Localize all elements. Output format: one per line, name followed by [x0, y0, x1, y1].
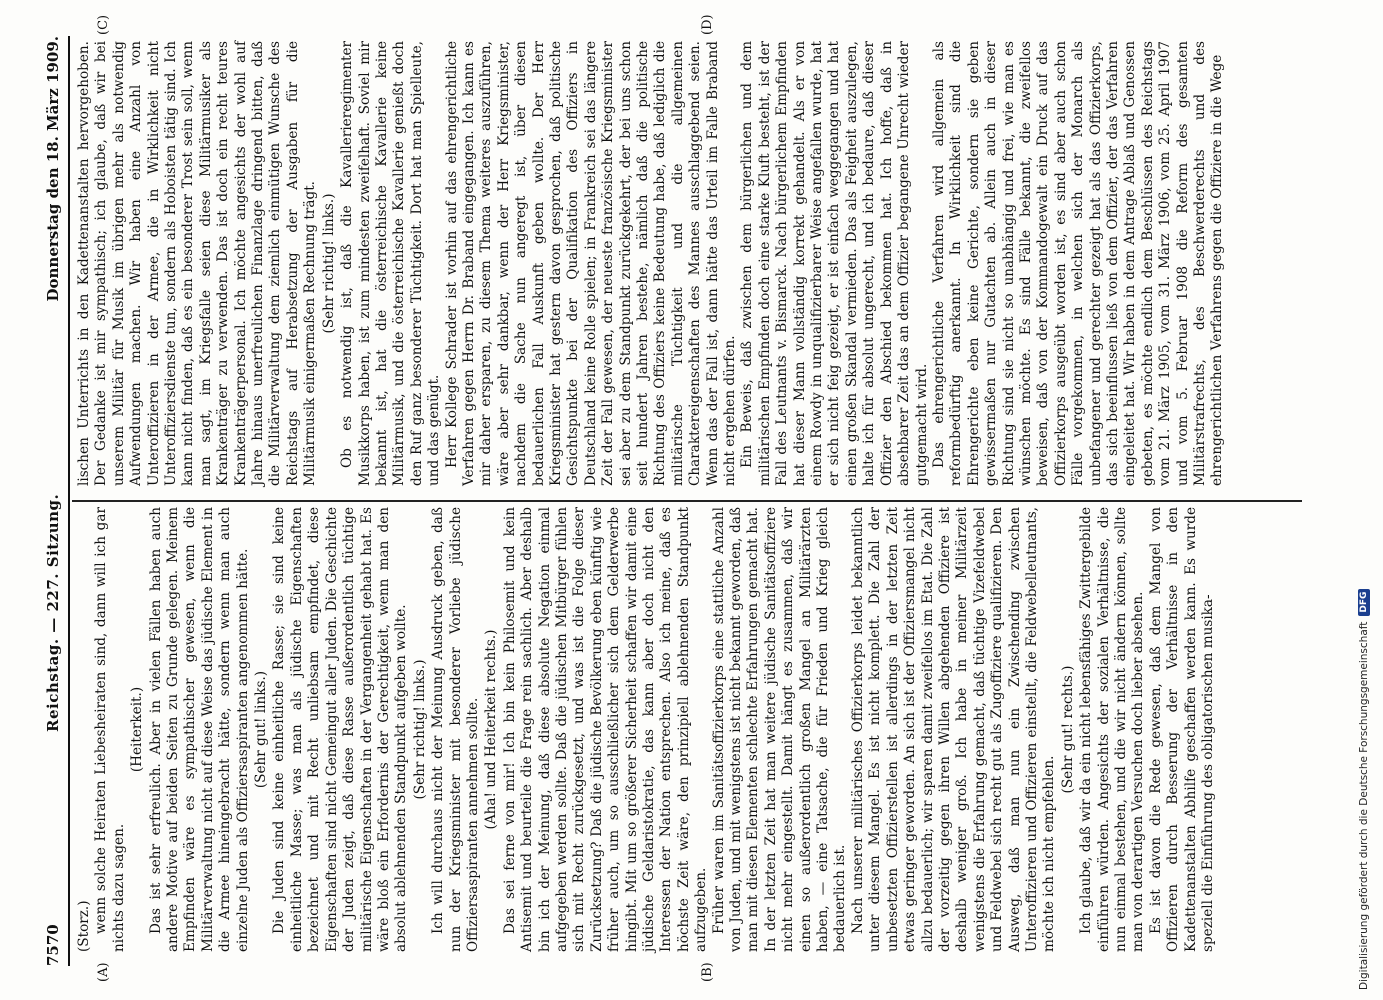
- paragraph: Herr Kollege Schrader ist vorhin auf das ehrengerichtliche Verfahren gegen Herrn Dr. Braband eingegangen. Ich kann es mir daher ersparen, zu diesem Thema weiteres auszuführen, wäre aber sehr dankbar, wenn der Herr Kriegsminister, nachdem die Sache nun angeregt ist, über diesen bedauerlichen Fall Auskunft geben wollte. Der Herr Kriegsminister hat gestern davon gesprochen, daß politische Gesichtspunkte bei der Qualifikation des Offiziers in Deutschland keine Rolle spielen; in Frankreich sei das längere Zeit der Fall gewesen, der neueste französische Kriegsminister sei aber zu dem Standpunkt zurückgekehrt, der bei uns schon seit hundert Jahren bestehe, nämlich daß die politische Richtung des Offiziers keine Bedeutung habe, daß lediglich die militärische Tüchtigkeit und die allgemeinen Charaktereigenschaften des Mannes ausschlaggebend seien. Wenn das der Fall ist, dann hätte das Urteil im Falle Braband nicht ergehen dürfen.: [443, 41, 739, 486]
- paragraph: Ich glaube, daß wir da ein nicht lebensfähiges Zwittergebilde einführen würden. Angesichts der sozialen Verhältnisse, die nun einmal bestehen, und die wir nicht ändern können, sollte man von derartigen Versuchen doch lieber absehen.: [1078, 507, 1147, 952]
- margin-marker-c: (C): [96, 14, 111, 35]
- column-divider: [72, 501, 1302, 503]
- stage-direction: (Sehr gut! rechts.): [1059, 665, 1076, 794]
- page-number: 7570: [44, 924, 62, 966]
- paragraph: Ob es notwendig ist, daß die Kavallerieregimenter Musikkorps haben, ist zum mindesten zweifelhaft. Soviel mir bekannt ist, hat die österreichische Kavallerie keine Militärmusik, und die österreichische Kavallerie genießt doch den Ruf ganz besonderer Tüchtigkeit. Dort hat man Spielleute, und das genügt.: [339, 41, 443, 486]
- paragraph: Ich will durchaus nicht der Meinung Ausdruck geben, daß nun der Kriegsminister mit besonderer Vorliebe jüdische Offiziersaspiranten annehmen sollte.: [430, 507, 481, 952]
- paragraph: Das sei ferne von mir! Ich bin kein Philosemit und kein Antisemit und beurteile die Frage rein sachlich. Aber deshalb bin ich der Meinung, daß diese absolute Negation einmal aufgegeben werden sollte. Daß die jüdischen Mitbürger fühlen sich mit Recht zurückgesetzt, und was ist die Folge dieser Zurücksetzung? Daß die jüdische Bevölkerung eben künftig wie früher auch, um so ausschließlicher sich dem Gelderwerbe hingibt. Mit um so größerer Sicherheit schaffen wir damit eine jüdische Geldaristokratie, das kann aber doch nicht den Interessen der Nation entsprechen. Also ich meine, daß es höchste Zeit wäre, den prinzipiell ablehnenden Standpunkt aufzugeben.: [501, 507, 710, 952]
- stage-direction: (Heiterkeit.): [129, 686, 146, 773]
- page-header: [40, 36, 66, 966]
- digitization-credit: [1354, 10, 1374, 990]
- dfg-logo: DFG: [1358, 589, 1370, 616]
- paragraph: wenn solche Heiraten Liebesheiraten sind, dann will ich gar nichts dazu sagen.: [93, 507, 127, 952]
- left-column: [76, 507, 1217, 952]
- paragraph: Das ist sehr erfreulich. Aber in vielen Fällen haben auch andere Motive auf beiden Seiten zu Grunde gelegen. Meinem Empfinden wäre es sympathischer gewesen, wenn die Militärverwaltung nicht auf diese Weise das jüdische Element in die Armee hineingebracht hätte, sondern wenn man auch einzelne Juden als Offiziersaspiranten angenommen hätte.: [147, 507, 251, 952]
- paragraph: Die Juden sind keine einheitliche Rasse; sie sind keine einheitliche Masse; was man als jüdische Eigenschaften bezeichnet und mit Recht unliebsam empfindet, diese Eigenschaften sind nicht Gemeingut aller Juden. Die Geschichte der Juden zeigt, daß diese Rasse außerordentlich tüchtige militärische Eigenschaften in der Vergangenheit gehabt hat. Es wäre bloß ein Erfordernis der Gerechtigkeit, wenn man den absolut ablehnenden Standpunkt aufgeben wollte.: [271, 507, 410, 952]
- speaker-name: (Storz.): [76, 900, 92, 952]
- margin-marker-b: (B): [700, 962, 715, 982]
- stage-direction: (Sehr richtig! links.): [320, 193, 337, 334]
- paragraph: lischen Unterrichts in den Kadettenanstalten hervorgehoben. Der Gedanke ist mir sympathisch; ich glaube, daß wir bei unserem Militär für Musik im übrigen mehr als notwendig Aufwendungen machen. Wir haben eine Anzahl von Unteroffizieren in der Armee, die in Wirklichkeit nicht Unteroffiziersdienste tun, sondern als Hoboisten tätig sind. Ich kann nicht finden, daß es ein besonderer Trost sein soll, wenn man sagt, im Kriegsfalle seien diese Militärmusiker als Krankenträger zu verwenden. Das ist doch ein recht teures Krankenträgerpersonal. Ich möchte angesichts der wohl auf Jahre hinaus unerfreulichen Finanzlage dringend bitten, daß die Militärverwaltung dem ziemlich einmütigen Wunsche des Reichstags auf Herabsetzung der Ausgaben für die Militärmusik einigermaßen Rechnung trägt.: [76, 41, 319, 486]
- stage-direction: (Aha! und Heiterkeit rechts.): [483, 629, 500, 830]
- paragraph: Ein Beweis, daß zwischen dem bürgerlichen und dem militärischen Empfinden doch eine starke Kluft besteht, ist der Fall des Leutnants v. Bismarck. Nach bürgerlichem Empfinden hat dieser Mann vollständig korrekt gehandelt. Als er von einem Rowdy in unqualifizierbarer Weise angefallen wurde, hat er sich nicht feig gezeigt, er ist einfach weggegangen und hat einen großen Skandal vermieden. Das als Feigheit auszulegen, halte ich für absolut ungerecht, und ich bedaure, daß dieser Offizier den Abschied bekommen hat. Ich hoffe, daß in absehbarer Zeit das an dem Offizier begangene Unrecht wieder gutgemacht wird.: [739, 41, 930, 486]
- credit-text: Digitalisierung gefördert durch die Deutsche Forschungsgemeinschaft: [1358, 621, 1370, 990]
- paragraph: Das ehrengerichtliche Verfahren wird allgemein als reformbedürftig anerkannt. In Wirklichkeit sind die Ehrengerichte eben keine Gerichte, sondern sie geben gewissermaßen nur Gutachten ab. Allein auch in dieser Richtung sind sie nicht so unabhängig und frei, wie man es wünschen möchte. Es sind Fälle bekannt, die zweifellos beweisen, daß von der Kommandogewalt ein Druck auf das Offizierkorps ausgeübt worden ist, es sind aber auch schon Fälle vorgekommen, in welchen sich der Monarch als unbefangener und gerechter gezeigt hat als das Offizierkorps, das sich beeinflussen ließ von dem Offizier, der das Verfahren eingeleitet hat. Wir haben in dem Antrage Ablaß und Genossen gebeten, es möchte endlich dem Beschlüssen des Reichstags vom 21. März 1905, vom 31. März 1906, vom 25. April 1907 und vom 5. Februar 1908 die Reform des gesamten Militärstrafrechts, des Beschwerderechts und des ehrengerichtlichen Verfahrens gegen die Offiziere in die Wege: [930, 41, 1226, 486]
- margin-marker-d: (D): [700, 14, 715, 35]
- paragraph: Nach unserer militärisches Offizierkorps leidet bekanntlich unter diesem Mangel. Es ist nicht komplett. Die Zahl der unbesetzten Offizierstellen ist allerdings in der letzten Zeit etwas geringer geworden. An sich ist der Offiziersmangel nicht allzu bedauerlich; wir sparen damit zweifellos im Etat. Die Zahl der vorzeitig gegen ihren Willen abgehenden Offiziere ist deshalb weniger groß. Ich habe in meiner Militärzeit wenigstens die Erfahrung gemacht, daß tüchtige Vizefeldwebel und Feldwebel sich recht gut als Zugoffiziere qualifizieren. Den Ausweg, daß man nun ein Zwischending zwischen Unteroffizieren und Offizieren einstellt, die Feldwebelleutnants, möchte ich nicht empfehlen.: [849, 507, 1058, 952]
- stage-direction: (Sehr richtig! links.): [411, 659, 428, 800]
- right-column: [76, 41, 1227, 486]
- paragraph: Früher waren im Sanitätsoffizierkorps eine stattliche Anzahl von Juden, und mit wenigstens ist nicht bekannt geworden, daß man mit diesen Elementen schlechte Erfahrungen gemacht hat. In der letzten Zeit hat man weitere jüdische Sanitätsoffiziere nicht mehr eingestellt. Damit hängt es zusammen, daß wir einen so außerordentlich großen Mangel an Militärärzten haben, — eine Tatsache, die für Frieden und Krieg gleich bedauerlich ist.: [710, 507, 849, 952]
- margin-marker-a: (A): [96, 962, 111, 982]
- session-date: Donnerstag den 18. März 1909.: [44, 36, 62, 302]
- stage-direction: (Sehr gut! links.): [253, 670, 270, 789]
- paragraph: Es ist davon die Rede gewesen, daß dem Mangel von Offizieren durch Besserung der Verhältnisse in den Kadettenanstalten Abhilfe geschaffen werden kann. Es wurde speziell die Einführung des obligatorischen musika-: [1147, 507, 1216, 952]
- sitting-title: Reichstag. — 227. Sitzung.: [44, 493, 62, 732]
- header-rule: [68, 36, 70, 966]
